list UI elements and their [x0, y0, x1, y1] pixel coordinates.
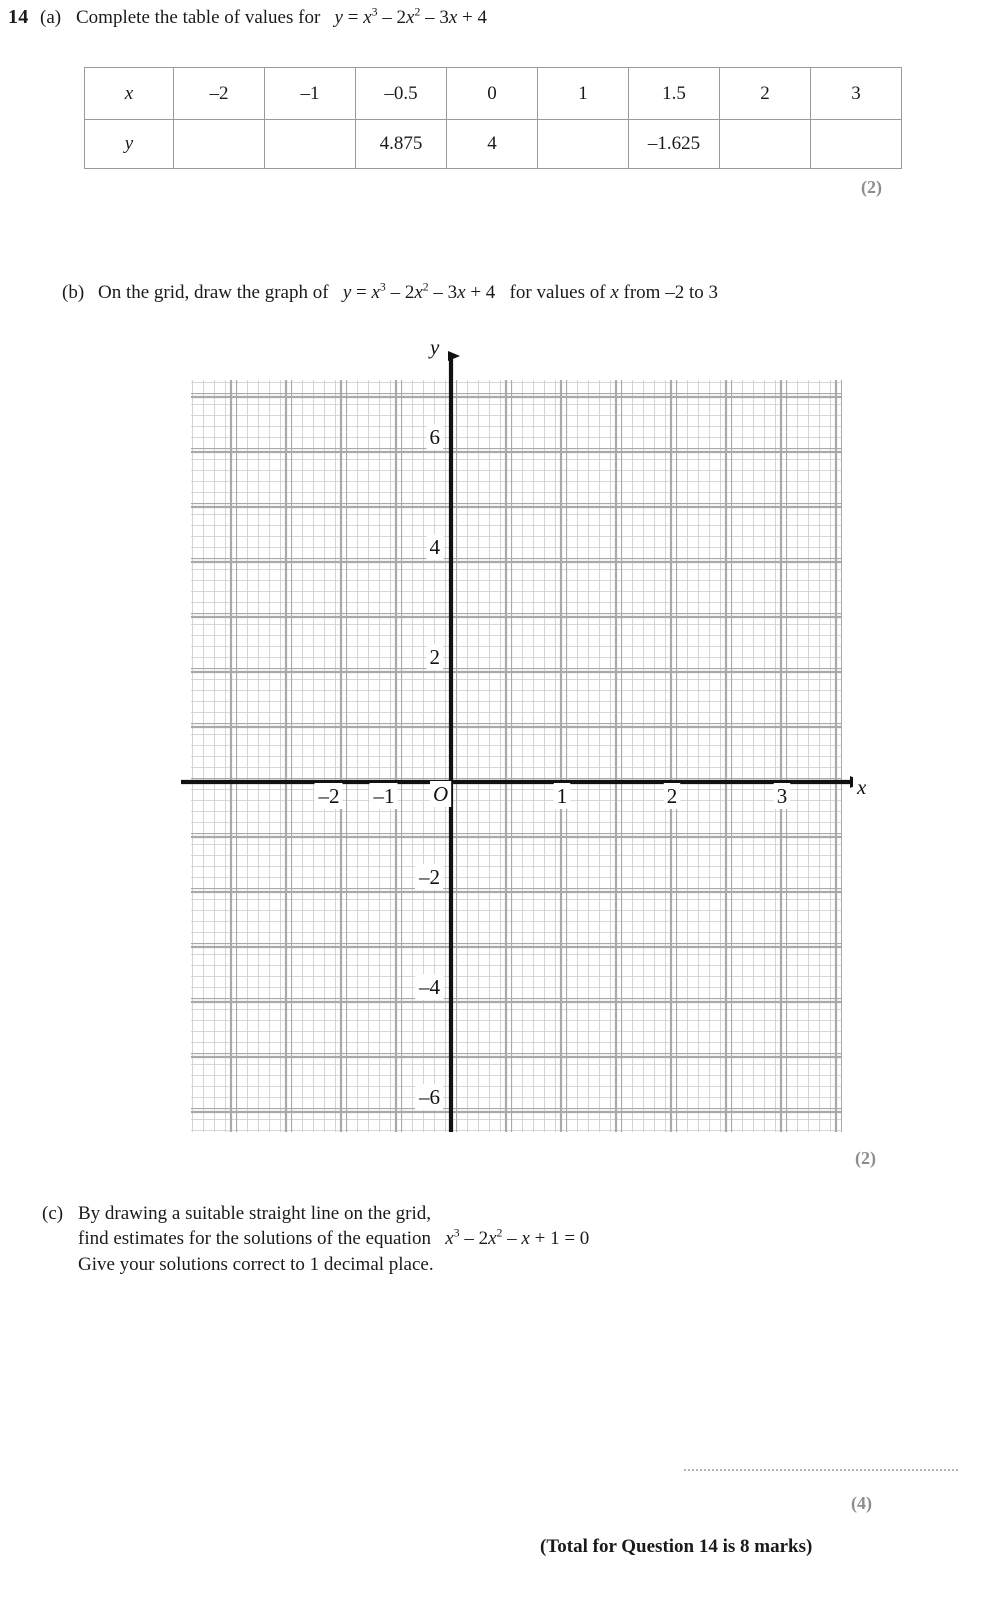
table-cell-y: –1.625 — [629, 120, 720, 169]
table-cell-y-answer[interactable] — [811, 120, 902, 169]
total-marks-line: (Total for Question 14 is 8 marks) — [540, 1536, 813, 1557]
table-cell-y: 4.875 — [356, 120, 447, 169]
part-b-prompt: On the grid, draw the graph of — [98, 282, 329, 303]
table-header-y: y — [85, 120, 174, 169]
table-cell-x: –0.5 — [356, 68, 447, 120]
table-cell-x: 0 — [447, 68, 538, 120]
part-b-range: for values of x from –2 to 3 — [500, 282, 718, 303]
y-tick-label: 6 — [429, 425, 440, 449]
part-c-line3: Give your solutions correct to 1 decimal place. — [78, 1254, 434, 1275]
table-cell-x: –1 — [265, 68, 356, 120]
part-c-line2-text: find estimates for the solutions of the equation — [78, 1228, 432, 1249]
part-b-equation: $y = x^3 - 2x^2 - 3x + 4$ — [342, 280, 501, 303]
part-c-line2 — [78, 1228, 589, 1250]
graph-svg[interactable] — [181, 338, 881, 1148]
table-cell-y-answer[interactable] — [720, 120, 811, 169]
question-number: 14 — [8, 6, 29, 28]
x-tick-label: 1 — [556, 784, 568, 808]
table-cell-x: –2 — [174, 68, 265, 120]
table-row-x — [85, 68, 902, 120]
part-a-text — [76, 7, 487, 29]
x-tick-label: 2 — [666, 784, 678, 808]
part-c-equation: $x^3 - 2x^2 - x + 1 = 0$ — [445, 1226, 590, 1249]
y-tick-label: 2 — [429, 645, 440, 669]
x-tick-label: 3 — [776, 784, 788, 808]
grid-lines — [191, 380, 842, 1132]
x-tick-label: –2 — [318, 784, 340, 808]
table-header-x: x — [85, 68, 174, 120]
marks-part-b: (2) — [855, 1148, 876, 1168]
table-cell-x: 2 — [720, 68, 811, 120]
marks-part-c: (4) — [851, 1493, 872, 1513]
answer-dotted-line[interactable] — [684, 1468, 958, 1471]
table-cell-y-answer[interactable] — [538, 120, 629, 169]
table-cell-x: 1.5 — [629, 68, 720, 120]
y-axis-label: y — [430, 338, 440, 359]
part-a-prompt: Complete the table of values for — [76, 7, 321, 28]
table-cell-y-answer[interactable] — [265, 120, 356, 169]
graph-grid[interactable] — [181, 338, 881, 1148]
part-c-line1: By drawing a suitable straight line on the grid, — [78, 1203, 432, 1224]
y-tick-label: 4 — [429, 535, 440, 559]
x-tick-label: –1 — [373, 784, 395, 808]
x-axis-label: x — [857, 775, 867, 799]
part-b-label: (b) — [62, 282, 85, 303]
marks-part-a: (2) — [861, 177, 882, 197]
table-of-values — [84, 67, 902, 169]
table-cell-y: 4 — [447, 120, 538, 169]
y-tick-label: –2 — [419, 865, 440, 889]
part-a-equation: $y = x^3 - 2x^2 - 3x + 4$ — [334, 5, 488, 28]
table-cell-y-answer[interactable] — [174, 120, 265, 169]
table-cell-x: 1 — [538, 68, 629, 120]
part-c-label: (c) — [42, 1203, 64, 1224]
part-a-label: (a) — [40, 7, 62, 28]
y-tick-label: –6 — [419, 1085, 440, 1109]
table-cell-x: 3 — [811, 68, 902, 120]
table-row-y — [85, 120, 902, 169]
y-tick-label: –4 — [419, 975, 440, 999]
origin-label: O — [433, 782, 449, 806]
part-b-text — [98, 282, 718, 304]
